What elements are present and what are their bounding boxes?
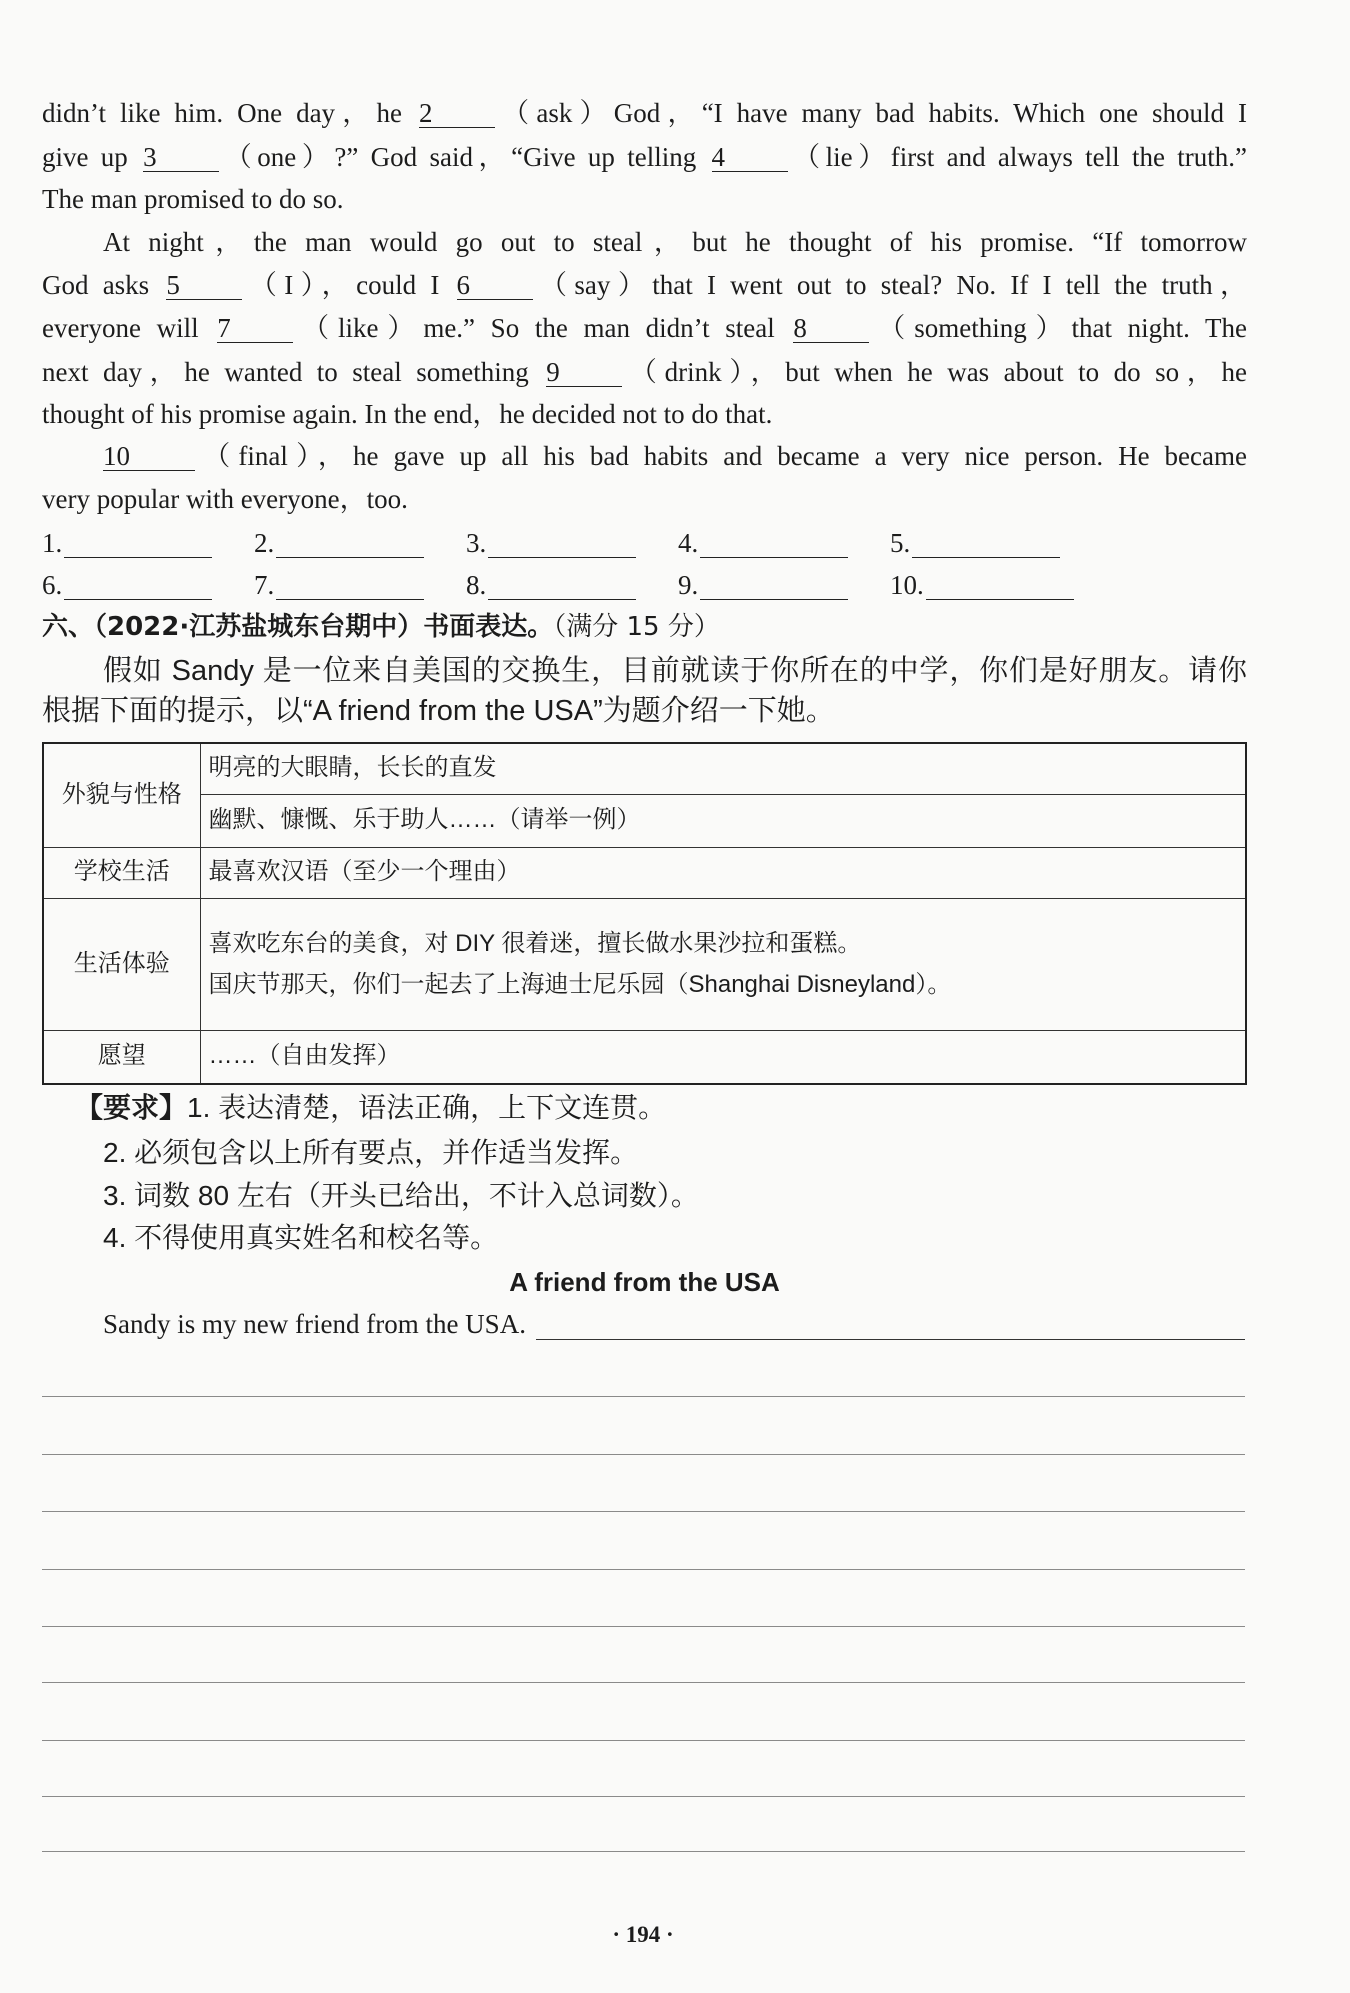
answer-blank-8: 8 [793, 314, 869, 343]
passage-text: The man promised to do so. [42, 184, 344, 214]
answer-number-label: 8. [466, 570, 487, 600]
passage-line [42, 265, 1247, 305]
answer-slot-1 [42, 523, 212, 563]
answer-line [912, 538, 1060, 558]
writing-line [42, 1626, 1245, 1627]
answer-blank-3: 3 [143, 143, 219, 172]
passage-text: （like）me.” So the man didn’t steal [293, 313, 775, 343]
answer-slot-10 [890, 565, 1074, 605]
answer-blank-4: 4 [712, 143, 788, 172]
answer-number-label: 2. [254, 528, 275, 558]
table-cell-line: 喜欢吃东台的美食，对 DIY 很着迷，擅长做水果沙拉和蛋糕。 [208, 930, 862, 957]
answer-slot-4 [678, 523, 848, 563]
passage-line [42, 479, 1247, 519]
writing-line [42, 1796, 1245, 1797]
table-cell: 幽默、慷慨、乐于助人……（请举一例） [200, 794, 1246, 847]
answer-line [488, 580, 636, 600]
table-cell [200, 898, 1246, 1030]
answer-row [0, 523, 1350, 563]
section-heading-title: 六、（2022·江苏盐城东台期中）书面表达。 [42, 612, 554, 642]
answer-number-label: 5. [890, 528, 911, 558]
writing-line [42, 1682, 1245, 1683]
passage-line [42, 93, 1247, 133]
passage-line [42, 352, 1247, 392]
requirements-label: 【要求】 [75, 1092, 188, 1123]
answer-blank-2: 2 [419, 99, 495, 128]
answer-slot-2 [254, 523, 424, 563]
writing-line [42, 1396, 1245, 1397]
answer-line [64, 580, 212, 600]
table-row [43, 898, 1246, 1030]
essay-opening-text: Sandy is my new friend from the USA. [103, 1309, 526, 1339]
table-row [43, 1030, 1246, 1084]
passage-line [103, 222, 1247, 262]
passage-text: （final），he gave up all his bad habits and became a very nice person. He became [195, 441, 1247, 471]
writing-line [42, 1511, 1245, 1512]
passage-text: （I），could I [242, 270, 440, 300]
passage-text: God asks [42, 270, 150, 300]
answer-number-label: 1. [42, 528, 63, 558]
writing-line [42, 1740, 1245, 1741]
table-row [43, 743, 1246, 794]
requirement-item: 4. 不得使用真实姓名和校名等。 [103, 1222, 499, 1253]
answer-number-label: 4. [678, 528, 699, 558]
answer-slot-8 [466, 565, 636, 605]
answer-row [0, 565, 1350, 605]
requirement-text: 1. 表达清楚，语法正确，上下文连贯。 [187, 1092, 667, 1123]
prompt-line: 假如 Sandy 是一位来自美国的交换生，目前就读于你所在的中学，你们是好朋友。请你 [103, 655, 1247, 687]
table-cell: 明亮的大眼睛，长长的直发 [200, 743, 1246, 794]
passage-line [42, 308, 1247, 348]
writing-line [42, 1454, 1245, 1455]
answer-blank-7: 7 [217, 314, 293, 343]
passage-text: （one）?” God said，“Give up telling [219, 142, 697, 172]
table-cell-line: 国庆节那天，你们一起去了上海迪士尼乐园（Shanghai Disneyland）。 [208, 971, 952, 998]
passage-text: didn’t like him. One day，he [42, 98, 402, 128]
answer-line [700, 580, 848, 600]
page-number: · 194 · [612, 1922, 674, 1947]
prompt-line: 根据下面的提示，以“A friend from the USA”为题介绍一下她。 [42, 695, 835, 727]
table-row [43, 794, 1246, 847]
answer-blank-9: 9 [546, 358, 622, 387]
section-heading [42, 607, 720, 647]
requirement-item [75, 1088, 666, 1128]
writing-line [42, 1569, 1245, 1570]
answer-slot-7 [254, 565, 424, 605]
passage-text: give up [42, 142, 128, 172]
answer-blank-10: 10 [103, 442, 195, 471]
answer-line [276, 580, 424, 600]
table-row-label: 外貌与性格 [43, 743, 200, 847]
passage-text: At night，the man would go out to steal，but he thought of his promise. “If tomorrow [103, 227, 1247, 257]
answer-number-label: 3. [466, 528, 487, 558]
passage-line [42, 394, 1247, 434]
table-cell: 最喜欢汉语（至少一个理由） [200, 847, 1246, 898]
passage-text: thought of his promise again. In the end，he decided not to do that. [42, 399, 773, 429]
answer-line [488, 538, 636, 558]
answer-slot-5 [890, 523, 1060, 563]
table-row-label: 愿望 [43, 1030, 200, 1084]
passage-text: （say）that I went out to steal? No. If I tell the truth， [532, 270, 1248, 300]
answer-line [700, 538, 848, 558]
answer-line [926, 580, 1074, 600]
writing-line [42, 1851, 1245, 1852]
table-row [43, 847, 1246, 898]
essay-title: A friend from the USA [509, 1267, 780, 1297]
answer-line [64, 538, 212, 558]
answer-slot-3 [466, 523, 636, 563]
table-cell: ……（自由发挥） [200, 1030, 1246, 1084]
passage-line [103, 436, 1247, 476]
answer-line [276, 538, 424, 558]
answer-number-label: 6. [42, 570, 63, 600]
answer-slot-9 [678, 565, 848, 605]
writing-line [536, 1339, 1245, 1340]
answer-blank-5: 5 [166, 271, 242, 300]
passage-text: （lie）first and always tell the truth.” [787, 142, 1248, 172]
passage-text: everyone will [42, 313, 199, 343]
table-row-label: 学校生活 [43, 847, 200, 898]
passage-line [42, 179, 1247, 219]
essay-opening-line [103, 1304, 1245, 1344]
passage-line [42, 137, 1247, 177]
requirement-item: 2. 必须包含以上所有要点，并作适当发挥。 [103, 1137, 639, 1168]
table-row-label: 生活体验 [43, 898, 200, 1030]
answer-number-label: 10. [890, 570, 924, 600]
hint-table [42, 742, 1247, 1085]
passage-text: （ask）God，“I have many bad habits. Which one should I [494, 98, 1247, 128]
passage-text: next day，he wanted to steal something [42, 357, 529, 387]
answer-slot-6 [42, 565, 212, 605]
answer-blank-6: 6 [457, 271, 533, 300]
answer-number-label: 9. [678, 570, 699, 600]
section-heading-score: （满分 15 分） [553, 612, 720, 642]
answer-number-label: 7. [254, 570, 275, 600]
passage-text: （something）that night. The [869, 313, 1248, 343]
passage-text: very popular with everyone，too. [42, 484, 408, 514]
requirement-item: 3. 词数 80 左右（开头已给出，不计入总词数）。 [103, 1180, 699, 1211]
passage-text: （drink），but when he was about to do so，he [622, 357, 1248, 387]
